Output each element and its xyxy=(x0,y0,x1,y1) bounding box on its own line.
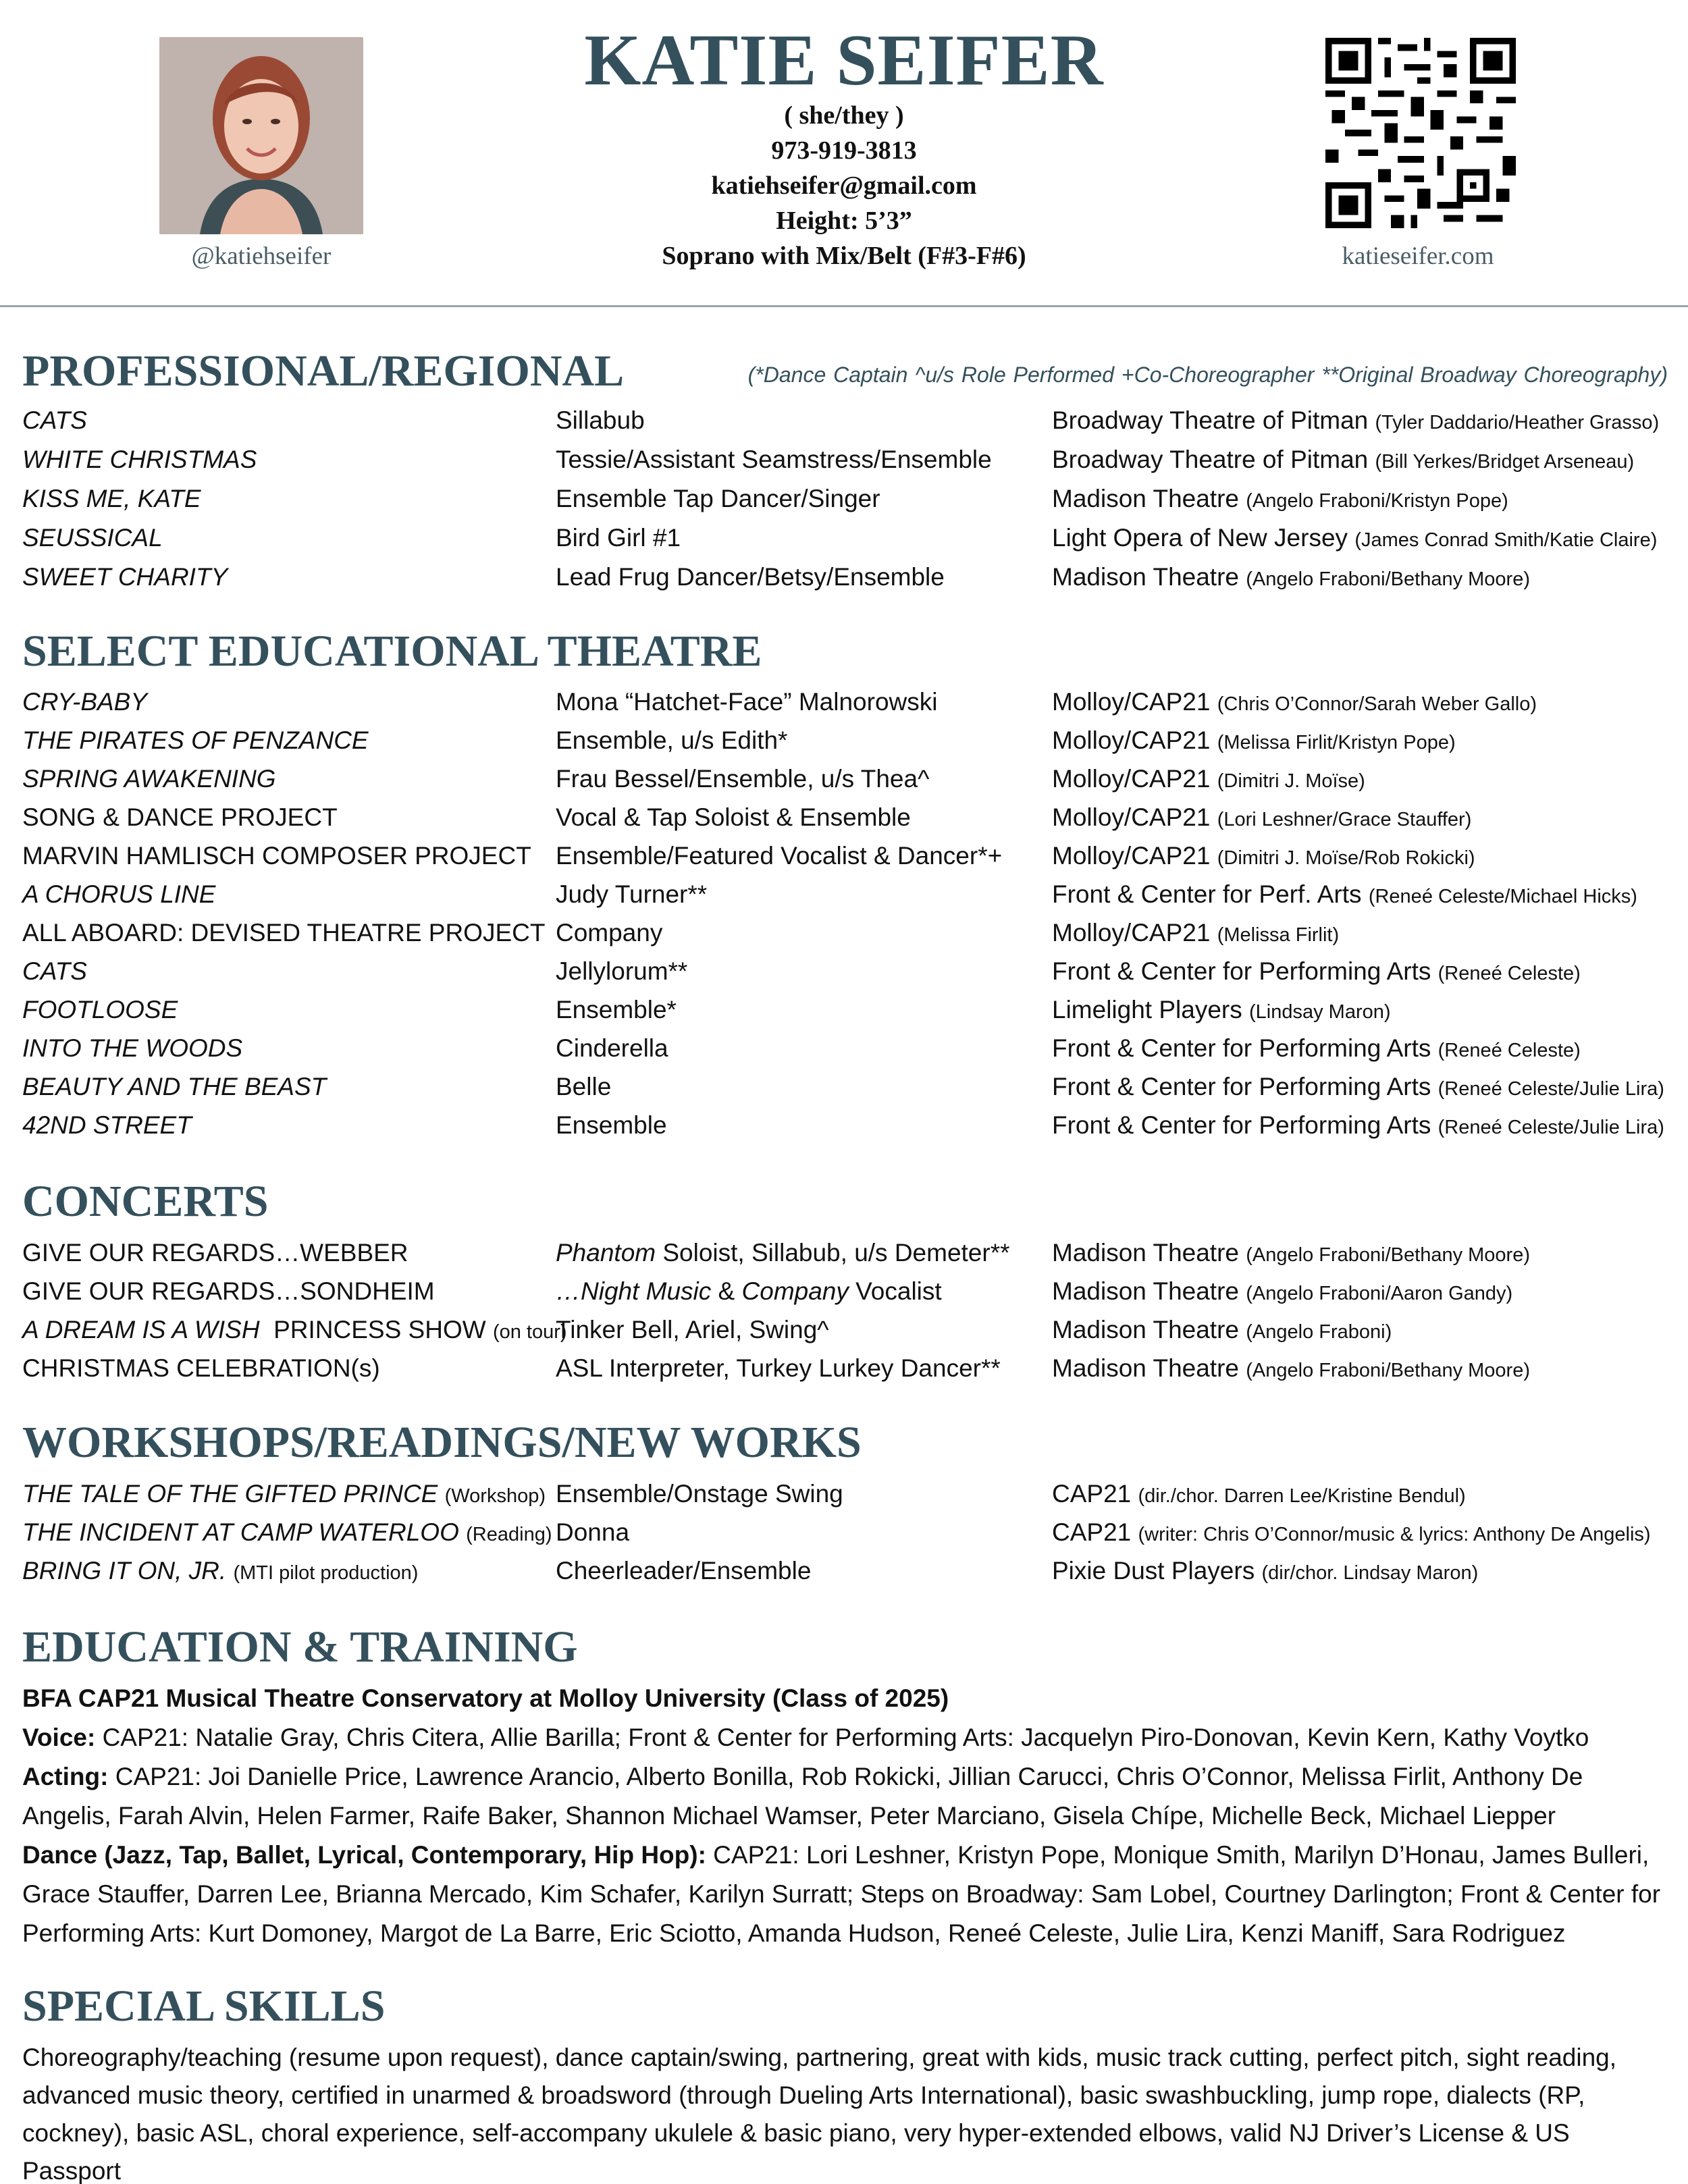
table-row xyxy=(0,913,1688,953)
table-row xyxy=(0,990,1688,1030)
education-block xyxy=(22,1679,1670,1953)
role: Company xyxy=(556,919,663,947)
role: Cheerleader/Ensemble xyxy=(556,1557,812,1584)
credit: (Angelo Fraboni/Bethany Moore) xyxy=(1246,568,1530,590)
show-title: INTO THE WOODS xyxy=(22,1034,243,1062)
show-title: 42ND STREET xyxy=(22,1111,192,1139)
instagram-handle[interactable]: @katiehseifer xyxy=(191,242,332,270)
credit: (Reneé Celeste) xyxy=(1438,963,1581,984)
table-row xyxy=(0,760,1688,799)
role: Ensemble, u/s Edith* xyxy=(556,726,788,754)
show-title: SEUSSICAL xyxy=(22,524,163,552)
resume-header xyxy=(0,0,1688,307)
venue: Madison Theatre (Angelo Fraboni) xyxy=(1052,1316,1392,1343)
show-title: THE TALE OF THE GIFTED PRINCE (Workshop) xyxy=(22,1480,546,1508)
section-title-education: EDUCATION & TRAINING xyxy=(22,1622,578,1672)
credit: (Chris O’Connor/Sarah Weber Gallo) xyxy=(1217,693,1537,715)
show-title: KISS ME, KATE xyxy=(22,485,201,512)
credit: (Dimitri J. Moïse/Rob Rokicki) xyxy=(1217,847,1475,869)
venue: Madison Theatre (Angelo Fraboni/Bethany Moore) xyxy=(1052,1354,1530,1382)
show-title: A DREAM IS A WISH PRINCESS SHOW (on tour) xyxy=(22,1316,567,1343)
role: Tessie/Assistant Seamstress/Ensemble xyxy=(556,446,992,473)
venue: Limelight Players (Lindsay Maron) xyxy=(1052,996,1391,1023)
credit: (Bill Yerkes/Bridget Arseneau) xyxy=(1375,451,1635,473)
venue: Molloy/CAP21 (Melissa Firlit/Kristyn Pope) xyxy=(1052,726,1456,754)
role: Belle xyxy=(556,1073,612,1100)
credit: (Angelo Fraboni) xyxy=(1246,1321,1392,1343)
table-row xyxy=(0,440,1688,479)
credit: (Tyler Daddario/Heather Grasso) xyxy=(1375,412,1660,433)
venue: Broadway Theatre of Pitman (Bill Yerkes/Bridget Arseneau) xyxy=(1052,446,1635,473)
table-row xyxy=(0,479,1688,518)
role: Vocal & Tap Soloist & Ensemble xyxy=(556,803,911,831)
show-title: ALL ABOARD: DEVISED THEATRE PROJECT xyxy=(22,919,546,947)
section-title-concerts: CONCERTS xyxy=(22,1177,269,1226)
voice-training: Voice: CAP21: Natalie Gray, Chris Citera, Allie Barilla; Front & Center for Performing Arts: Jacquelyn Piro-Donovan, Kevin Kern, Kathy Voytko xyxy=(22,1724,1589,1751)
venue: Molloy/CAP21 (Dimitri J. Moïse/Rob Rokicki) xyxy=(1052,842,1475,870)
credit: (Angelo Fraboni/Aaron Gandy) xyxy=(1246,1283,1513,1304)
venue: Front & Center for Perf. Arts (Reneé Celeste/Michael Hicks) xyxy=(1052,880,1637,908)
table-row xyxy=(0,952,1688,991)
table-row xyxy=(0,1513,1688,1552)
role: Judy Turner** xyxy=(556,880,708,908)
email-address[interactable]: katiehseifer@gmail.com xyxy=(711,171,977,200)
skills-text: Choreography/teaching (resume upon request), dance captain/swing, partnering, great with kids, music track cutting, perfect pitch, sight reading, advanced music theory, certified in unarmed & broadsword (through Dueling Arts International), basic swashbuckling, jump rope, dialects (RP, cockney), basic ASL, choral experience, self-accompany ukulele & basic piano, very hyper-extended elbows, valid NJ Driver’s License & US Passport xyxy=(22,2044,1617,2184)
credit: (Melissa Firlit/Kristyn Pope) xyxy=(1217,732,1456,753)
show-title: SONG & DANCE PROJECT xyxy=(22,803,338,831)
show-title: CATS xyxy=(22,957,87,985)
role: Lead Frug Dancer/Betsy/Ensemble xyxy=(556,563,945,591)
credit: (Lori Leshner/Grace Stauffer) xyxy=(1217,809,1472,830)
role: Ensemble xyxy=(556,1111,667,1139)
role: Ensemble* xyxy=(556,996,677,1023)
section-title-professional: PROFESSIONAL/REGIONAL xyxy=(22,346,625,396)
role: Bird Girl #1 xyxy=(556,524,681,552)
credit: (Reneé Celeste/Julie Lira) xyxy=(1438,1078,1664,1100)
credit: (writer: Chris O’Connor/music & lyrics: Anthony De Angelis) xyxy=(1138,1524,1651,1545)
show-title: BRING IT ON, JR. (MTI pilot production) xyxy=(22,1557,419,1584)
table-row xyxy=(0,1349,1688,1388)
role: Donna xyxy=(556,1518,630,1546)
venue: Molloy/CAP21 (Chris O’Connor/Sarah Weber Gallo) xyxy=(1052,688,1537,716)
role: Jellylorum** xyxy=(556,957,688,985)
show-title: SWEET CHARITY xyxy=(22,563,228,591)
credit: (Angelo Fraboni/Bethany Moore) xyxy=(1246,1244,1530,1266)
credit: (Reneé Celeste) xyxy=(1438,1040,1581,1061)
role: Ensemble Tap Dancer/Singer xyxy=(556,485,880,512)
acting-training: Acting: CAP21: Joi Danielle Price, Lawrence Arancio, Alberto Bonilla, Rob Rokicki, Jillian Carucci, Chris O’Connor, Melissa Firlit, Anthony De Angelis, Farah Alvin, Helen Farmer, Raife Baker, Shannon Michael Wamser, Peter Marciano, Gisela Chípe, Michelle Beck, Michael Liepper xyxy=(22,1763,1583,1830)
show-title: BEAUTY AND THE BEAST xyxy=(22,1073,327,1100)
degree: BFA CAP21 Musical Theatre Conservatory at Molloy University (Class of 2025) xyxy=(22,1684,949,1712)
show-title: MARVIN HAMLISCH COMPOSER PROJECT xyxy=(22,842,531,870)
venue: CAP21 (writer: Chris O’Connor/music & lyrics: Anthony De Angelis) xyxy=(1052,1518,1651,1546)
venue: Front & Center for Performing Arts (Reneé Celeste) xyxy=(1052,957,1581,985)
table-row xyxy=(0,836,1688,876)
table-row xyxy=(0,875,1688,914)
role: Phantom Soloist, Sillabub, u/s Demeter** xyxy=(556,1239,1010,1267)
venue: Madison Theatre (Angelo Fraboni/Aaron Gandy) xyxy=(1052,1277,1513,1305)
table-row xyxy=(0,721,1688,760)
show-title: FOOTLOOSE xyxy=(22,996,178,1023)
venue: Madison Theatre (Angelo Fraboni/Kristyn Pope) xyxy=(1052,485,1508,512)
show-title: GIVE OUR REGARDS…WEBBER xyxy=(22,1239,408,1267)
table-row xyxy=(0,1310,1688,1350)
show-title: THE INCIDENT AT CAMP WATERLOO (Reading) xyxy=(22,1518,552,1546)
credit: (Dimitri J. Moïse) xyxy=(1217,770,1365,792)
role: Ensemble/Featured Vocalist & Dancer*+ xyxy=(556,842,1003,870)
voice-type: Soprano with Mix/Belt (F#3-F#6) xyxy=(662,242,1026,270)
venue: Madison Theatre (Angelo Fraboni/Bethany Moore) xyxy=(1052,563,1530,591)
pronouns: ( she/they ) xyxy=(784,101,904,130)
qr-code[interactable] xyxy=(1325,38,1516,228)
role: Frau Bessel/Ensemble, u/s Thea^ xyxy=(556,765,930,793)
role: Mona “Hatchet-Face” Malnorowski xyxy=(556,688,938,716)
table-row xyxy=(0,401,1688,440)
venue: Front & Center for Performing Arts (Reneé Celeste/Julie Lira) xyxy=(1052,1073,1664,1100)
table-row xyxy=(0,1067,1688,1107)
table-row xyxy=(0,518,1688,558)
venue: Light Opera of New Jersey (James Conrad Smith/Katie Claire) xyxy=(1052,524,1658,552)
table-row xyxy=(0,1106,1688,1145)
venue: Front & Center for Performing Arts (Reneé Celeste/Julie Lira) xyxy=(1052,1111,1664,1139)
credit: (dir/chor. Lindsay Maron) xyxy=(1261,1562,1479,1584)
venue: Front & Center for Performing Arts (Reneé Celeste) xyxy=(1052,1034,1581,1062)
role: Ensemble/Onstage Swing xyxy=(556,1480,843,1508)
website-link[interactable]: katieseifer.com xyxy=(1342,242,1494,270)
venue: Broadway Theatre of Pitman (Tyler Daddario/Heather Grasso) xyxy=(1052,406,1660,434)
credit: (Melissa Firlit) xyxy=(1217,924,1340,946)
height: Height: 5’3” xyxy=(776,207,912,235)
credit: (Reneé Celeste/Michael Hicks) xyxy=(1368,886,1637,907)
role: Sillabub xyxy=(556,406,645,434)
table-row xyxy=(0,558,1688,597)
show-title: THE PIRATES OF PENZANCE xyxy=(22,726,369,754)
show-title: WHITE CHRISTMAS xyxy=(22,446,257,473)
table-row xyxy=(0,1272,1688,1311)
venue: Molloy/CAP21 (Melissa Firlit) xyxy=(1052,919,1340,947)
venue: Molloy/CAP21 (Dimitri J. Moïse) xyxy=(1052,765,1365,793)
phone-number[interactable]: 973-919-3813 xyxy=(771,136,917,165)
table-row xyxy=(0,798,1688,837)
credit: (Lindsay Maron) xyxy=(1249,1001,1391,1023)
show-title: CRY-BABY xyxy=(22,688,148,716)
show-title: CATS xyxy=(22,406,87,434)
show-title: SPRING AWAKENING xyxy=(22,765,276,793)
show-title: A CHORUS LINE xyxy=(22,880,216,908)
dance-training: Dance (Jazz, Tap, Ballet, Lyrical, Contemporary, Hip Hop): CAP21: Lori Leshner, Kristyn Pope, Monique Smith, Marilyn D’Honau, James Bulleri, Grace Stauffer, Darren Lee, Brianna Mercado, Kim Schafer, Karilyn Surratt; Steps on Broadway: Sam Lobel, Courtney Darlington; Front & Center for Performing Arts: Kurt Domoney, Margot de La Barre, Eric Sciotto, Amanda Hudson, Reneé Celeste, Julie Lira, Kenzi Maniff, Sara Rodriguez xyxy=(22,1841,1661,1947)
venue: Pixie Dust Players (dir/chor. Lindsay Maron) xyxy=(1052,1557,1479,1584)
role: Cinderella xyxy=(556,1034,668,1062)
credit: (Reneé Celeste/Julie Lira) xyxy=(1438,1117,1664,1138)
table-row xyxy=(0,1233,1688,1273)
show-title: CHRISTMAS CELEBRATION(s) xyxy=(22,1354,380,1382)
credit: (James Conrad Smith/Katie Claire) xyxy=(1354,529,1658,551)
table-row xyxy=(0,1029,1688,1068)
credit: (dir./chor. Darren Lee/Kristine Bendul) xyxy=(1138,1485,1466,1507)
venue: Madison Theatre (Angelo Fraboni/Bethany Moore) xyxy=(1052,1239,1530,1267)
section-title-educational: SELECT EDUCATIONAL THEATRE xyxy=(22,627,762,676)
role: …Night Music & Company Vocalist xyxy=(556,1277,942,1305)
venue: CAP21 (dir./chor. Darren Lee/Kristine Bendul) xyxy=(1052,1480,1466,1508)
section-title-skills: SPECIAL SKILLS xyxy=(22,1981,386,2031)
table-row xyxy=(0,1474,1688,1514)
performer-name: KATIE SEIFER xyxy=(584,20,1104,101)
credit: (Angelo Fraboni/Kristyn Pope) xyxy=(1246,490,1508,512)
credits-legend: (*Dance Captain ^u/s Role Performed +Co-Choreographer **Original Broadway Choreography) xyxy=(747,363,1668,387)
role: ASL Interpreter, Turkey Lurkey Dancer** xyxy=(556,1354,1001,1382)
show-title: GIVE OUR REGARDS…SONDHEIM xyxy=(22,1277,435,1305)
role: Tinker Bell, Ariel, Swing^ xyxy=(556,1316,829,1343)
credit: (Angelo Fraboni/Bethany Moore) xyxy=(1246,1360,1530,1381)
venue: Molloy/CAP21 (Lori Leshner/Grace Stauffer) xyxy=(1052,803,1472,831)
table-row xyxy=(0,1551,1688,1591)
section-title-workshops: WORKSHOPS/READINGS/NEW WORKS xyxy=(22,1418,862,1467)
table-row xyxy=(0,683,1688,722)
